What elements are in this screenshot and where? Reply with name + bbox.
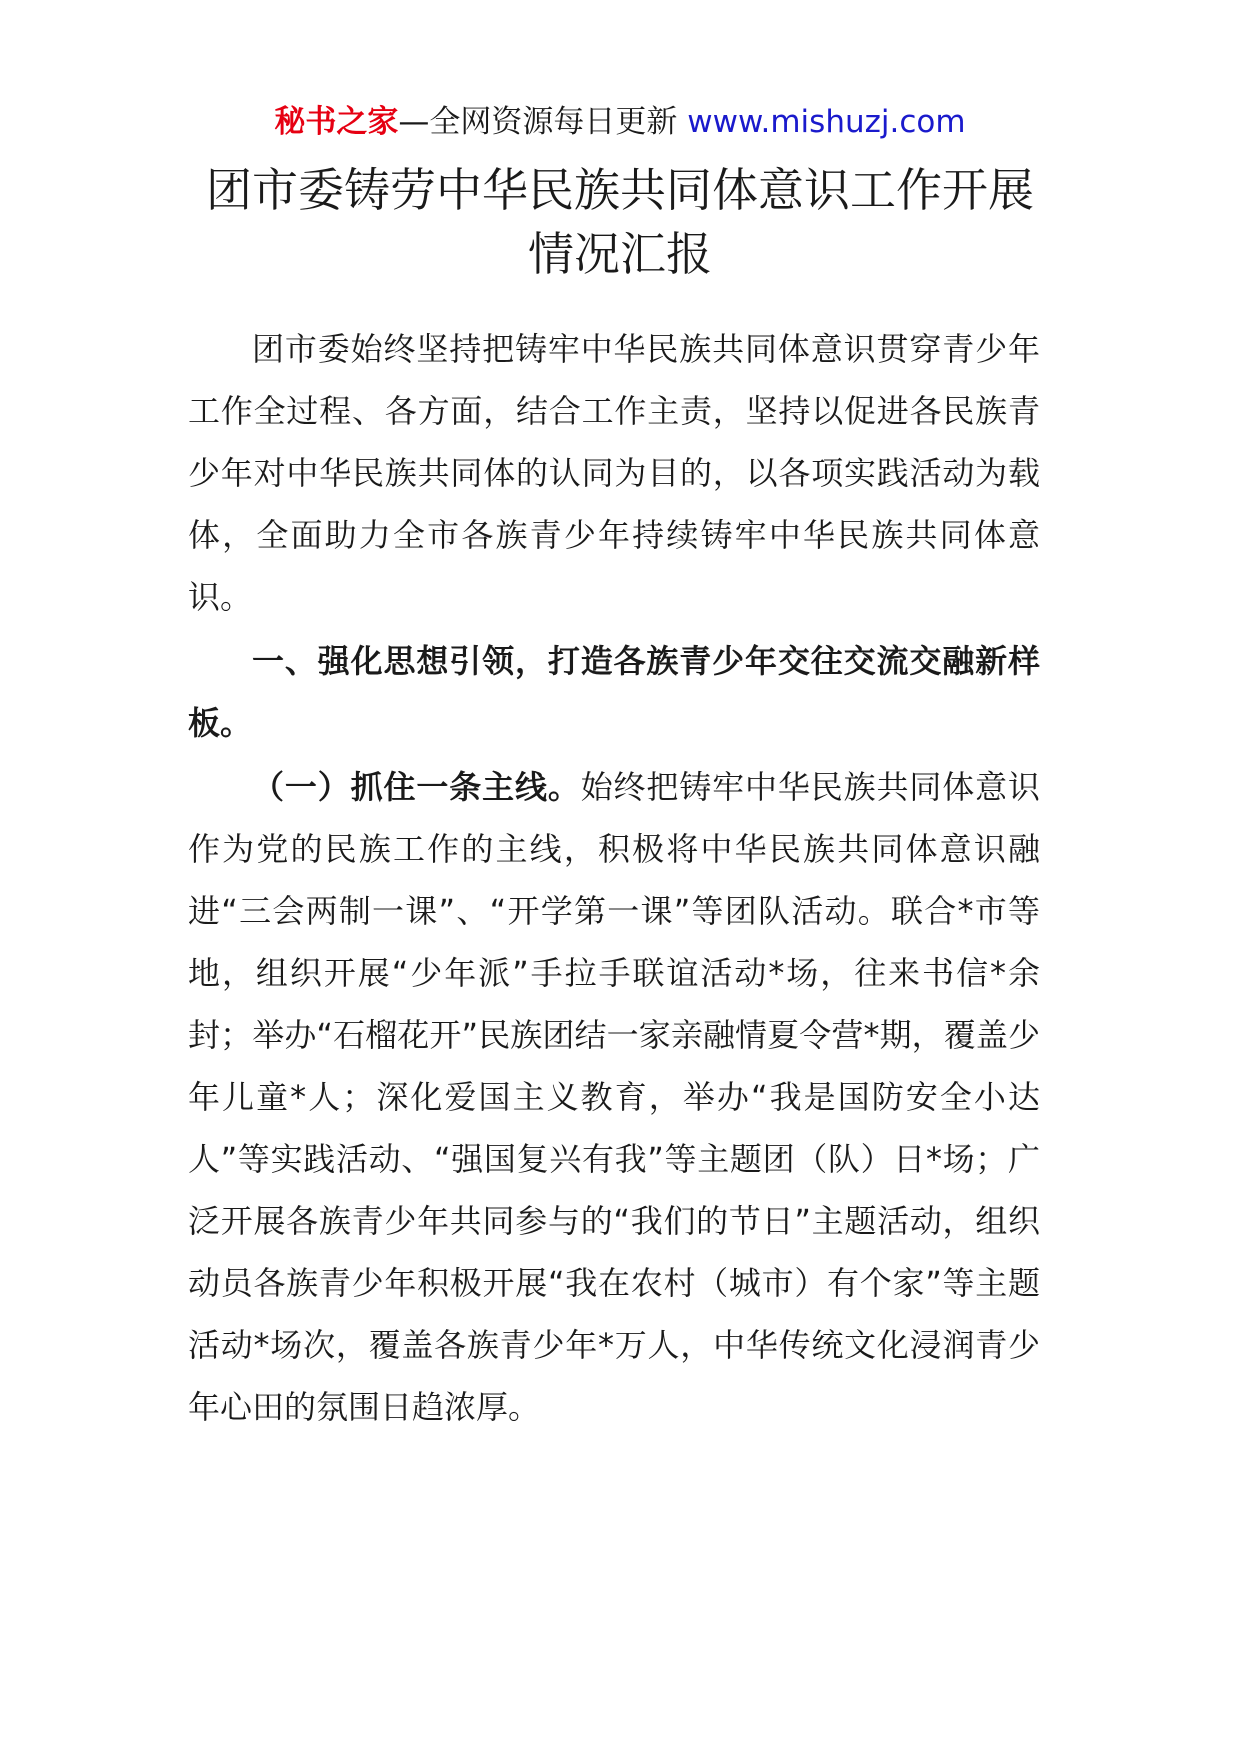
site-url[interactable]: www.mishuzj.com [687, 104, 966, 140]
header-tagline: —全网资源每日更新 [398, 104, 688, 140]
subsection-text: 始终把铸牢中华民族共同体意识作为党的民族工作的主线，积极将中华民族共同体意识融进“三会两制一课”、“开学第一课”等团队活动。联合*市等地，组织开展“少年派”手拉手联谊活动*场，往来书信*余封；举办“石榴花开”民族团结一家亲融情夏令营*期，覆盖少年儿童*人；深化爱国主义教育，举办“我是国防安全小达人”等实践活动、“强国复兴有我”等主题团（队）日*场；广泛开展各族青少年共同参与的“我们的节日”主题活动，组织动员各族青少年积极开展“我在农村（城市）有个家”等主题活动*场次，覆盖各族青少年*万人，中华传统文化浸润青少年心田的氛围日趋浓厚。 [188, 768, 1040, 1426]
brand-name: 秘书之家 [274, 104, 399, 140]
intro-paragraph: 团市委始终坚持把铸牢中华民族共同体意识贯穿青少年工作全过程、各方面，结合工作主责，坚持以促进各民族青少年对中华民族共同体的认同为目的，以各项实践活动为载体，全面助力全市各族青少年持续铸牢中华民族共同体意识。 [188, 330, 1040, 616]
section-heading: 一、强化思想引领，打造各族青少年交往交流交融新样板。 [188, 642, 1040, 742]
site-header [0, 100, 1240, 144]
subsection-label: （一）抓住一条主线。 [252, 768, 581, 806]
subsection-paragraph [188, 756, 1040, 1438]
document-title: 团市委铸劳中华民族共同体意识工作开展情况汇报 [206, 163, 1034, 281]
document-body [188, 318, 1040, 1438]
